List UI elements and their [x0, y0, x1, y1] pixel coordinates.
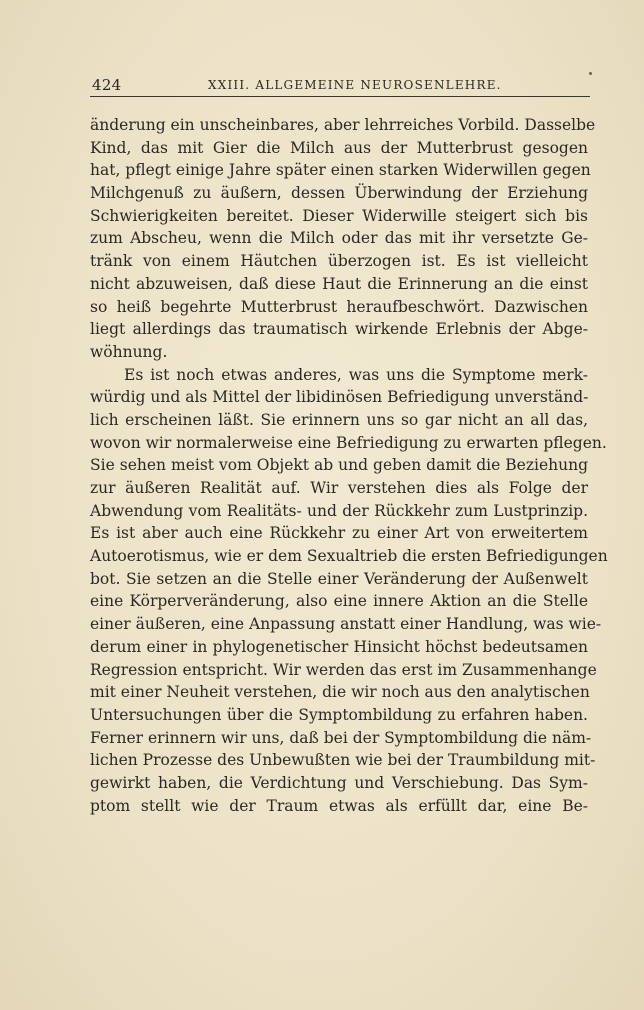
text-line: gewirkt haben, die Verdichtung und Verschiebung. Das Sym-	[90, 773, 588, 792]
text-line: würdig und als Mittel der libidinösen Befriedigung unverständ-	[90, 388, 589, 407]
text-line: einer äußeren, eine Anpassung anstatt einer Handlung, was wie-	[90, 615, 602, 634]
text-line: eine Körperveränderung, also eine innere Aktion an die Stelle	[90, 592, 588, 611]
text-line: Ferner erinnern wir uns, daß bei der Symptombildung die näm-	[90, 728, 592, 747]
text-line: bot. Sie setzen an die Stelle einer Veränderung der Außenwelt	[90, 569, 588, 588]
running-head: XXIII. ALLGEMEINE NEUROSENLEHRE.	[208, 78, 502, 92]
text-line: Milchgenuß zu äußern, dessen Überwindung der Erziehung	[90, 184, 588, 203]
text-line: zur äußeren Realität auf. Wir verstehen dies als Folge der	[90, 479, 588, 497]
text-line: Sie sehen meist vom Objekt ab und geben damit die Beziehung	[90, 456, 588, 475]
text-line: Kind, das mit Gier die Milch aus der Mutterbrust gesogen	[90, 138, 588, 157]
print-speck	[589, 72, 592, 75]
text-line: derum einer in phylogenetischer Hinsicht höchst bedeutsamen	[90, 637, 588, 656]
text-line: nicht abzuweisen, daß diese Haut die Erinnerung an die einst	[90, 274, 588, 293]
text-line-paragraph-start: Es ist noch etwas anderes, was uns die Symptome merk-	[124, 365, 588, 384]
text-line: ptom stellt wie der Traum etwas als erfüllt dar, eine Be-	[90, 796, 588, 815]
text-line: lich erscheinen läßt. Sie erinnern uns so gar nicht an all das,	[90, 410, 588, 429]
text-line: hat, pflegt einige Jahre später einen starken Widerwillen gegen	[90, 161, 591, 180]
text-line: Es ist aber auch eine Rückkehr zu einer Art von erweitertem	[90, 524, 588, 543]
text-line: so heiß begehrte Mutterbrust heraufbeschwört. Dazwischen	[90, 297, 588, 316]
text-line: Regression entspricht. Wir werden das erst im Zusammenhange	[90, 660, 597, 679]
text-line: Untersuchungen über die Symptombildung zu erfahren haben.	[90, 705, 588, 724]
text-line: lichen Prozesse des Unbewußten wie bei der Traumbildung mit-	[90, 751, 596, 770]
text-line: mit einer Neuheit verstehen, die wir noch aus den analytischen	[90, 683, 590, 702]
text-line: Schwierigkeiten bereitet. Dieser Widerwille steigert sich bis	[90, 206, 588, 225]
page-header	[90, 70, 590, 97]
text-line: Autoerotismus, wie er dem Sexualtrieb die ersten Befriedigungen	[90, 547, 608, 566]
text-line: änderung ein unscheinbares, aber lehrreiches Vorbild. Dasselbe	[90, 116, 596, 134]
text-line-paragraph-end: wöhnung.	[90, 342, 168, 361]
text-line: Abwendung vom Realitäts- und der Rückkehr zum Lustprinzip.	[90, 501, 588, 520]
text-line: liegt allerdings das traumatisch wirkende Erlebnis der Abge-	[90, 320, 588, 339]
text-line: zum Abscheu, wenn die Milch oder das mit ihr versetzte Ge-	[90, 229, 588, 248]
page-number: 424	[92, 76, 122, 94]
text-line: wovon wir normalerweise eine Befriedigung zu erwarten pflegen.	[90, 433, 607, 452]
text-line: tränk von einem Häutchen überzogen ist. Es ist vielleicht	[90, 252, 588, 271]
body-text	[90, 114, 608, 817]
